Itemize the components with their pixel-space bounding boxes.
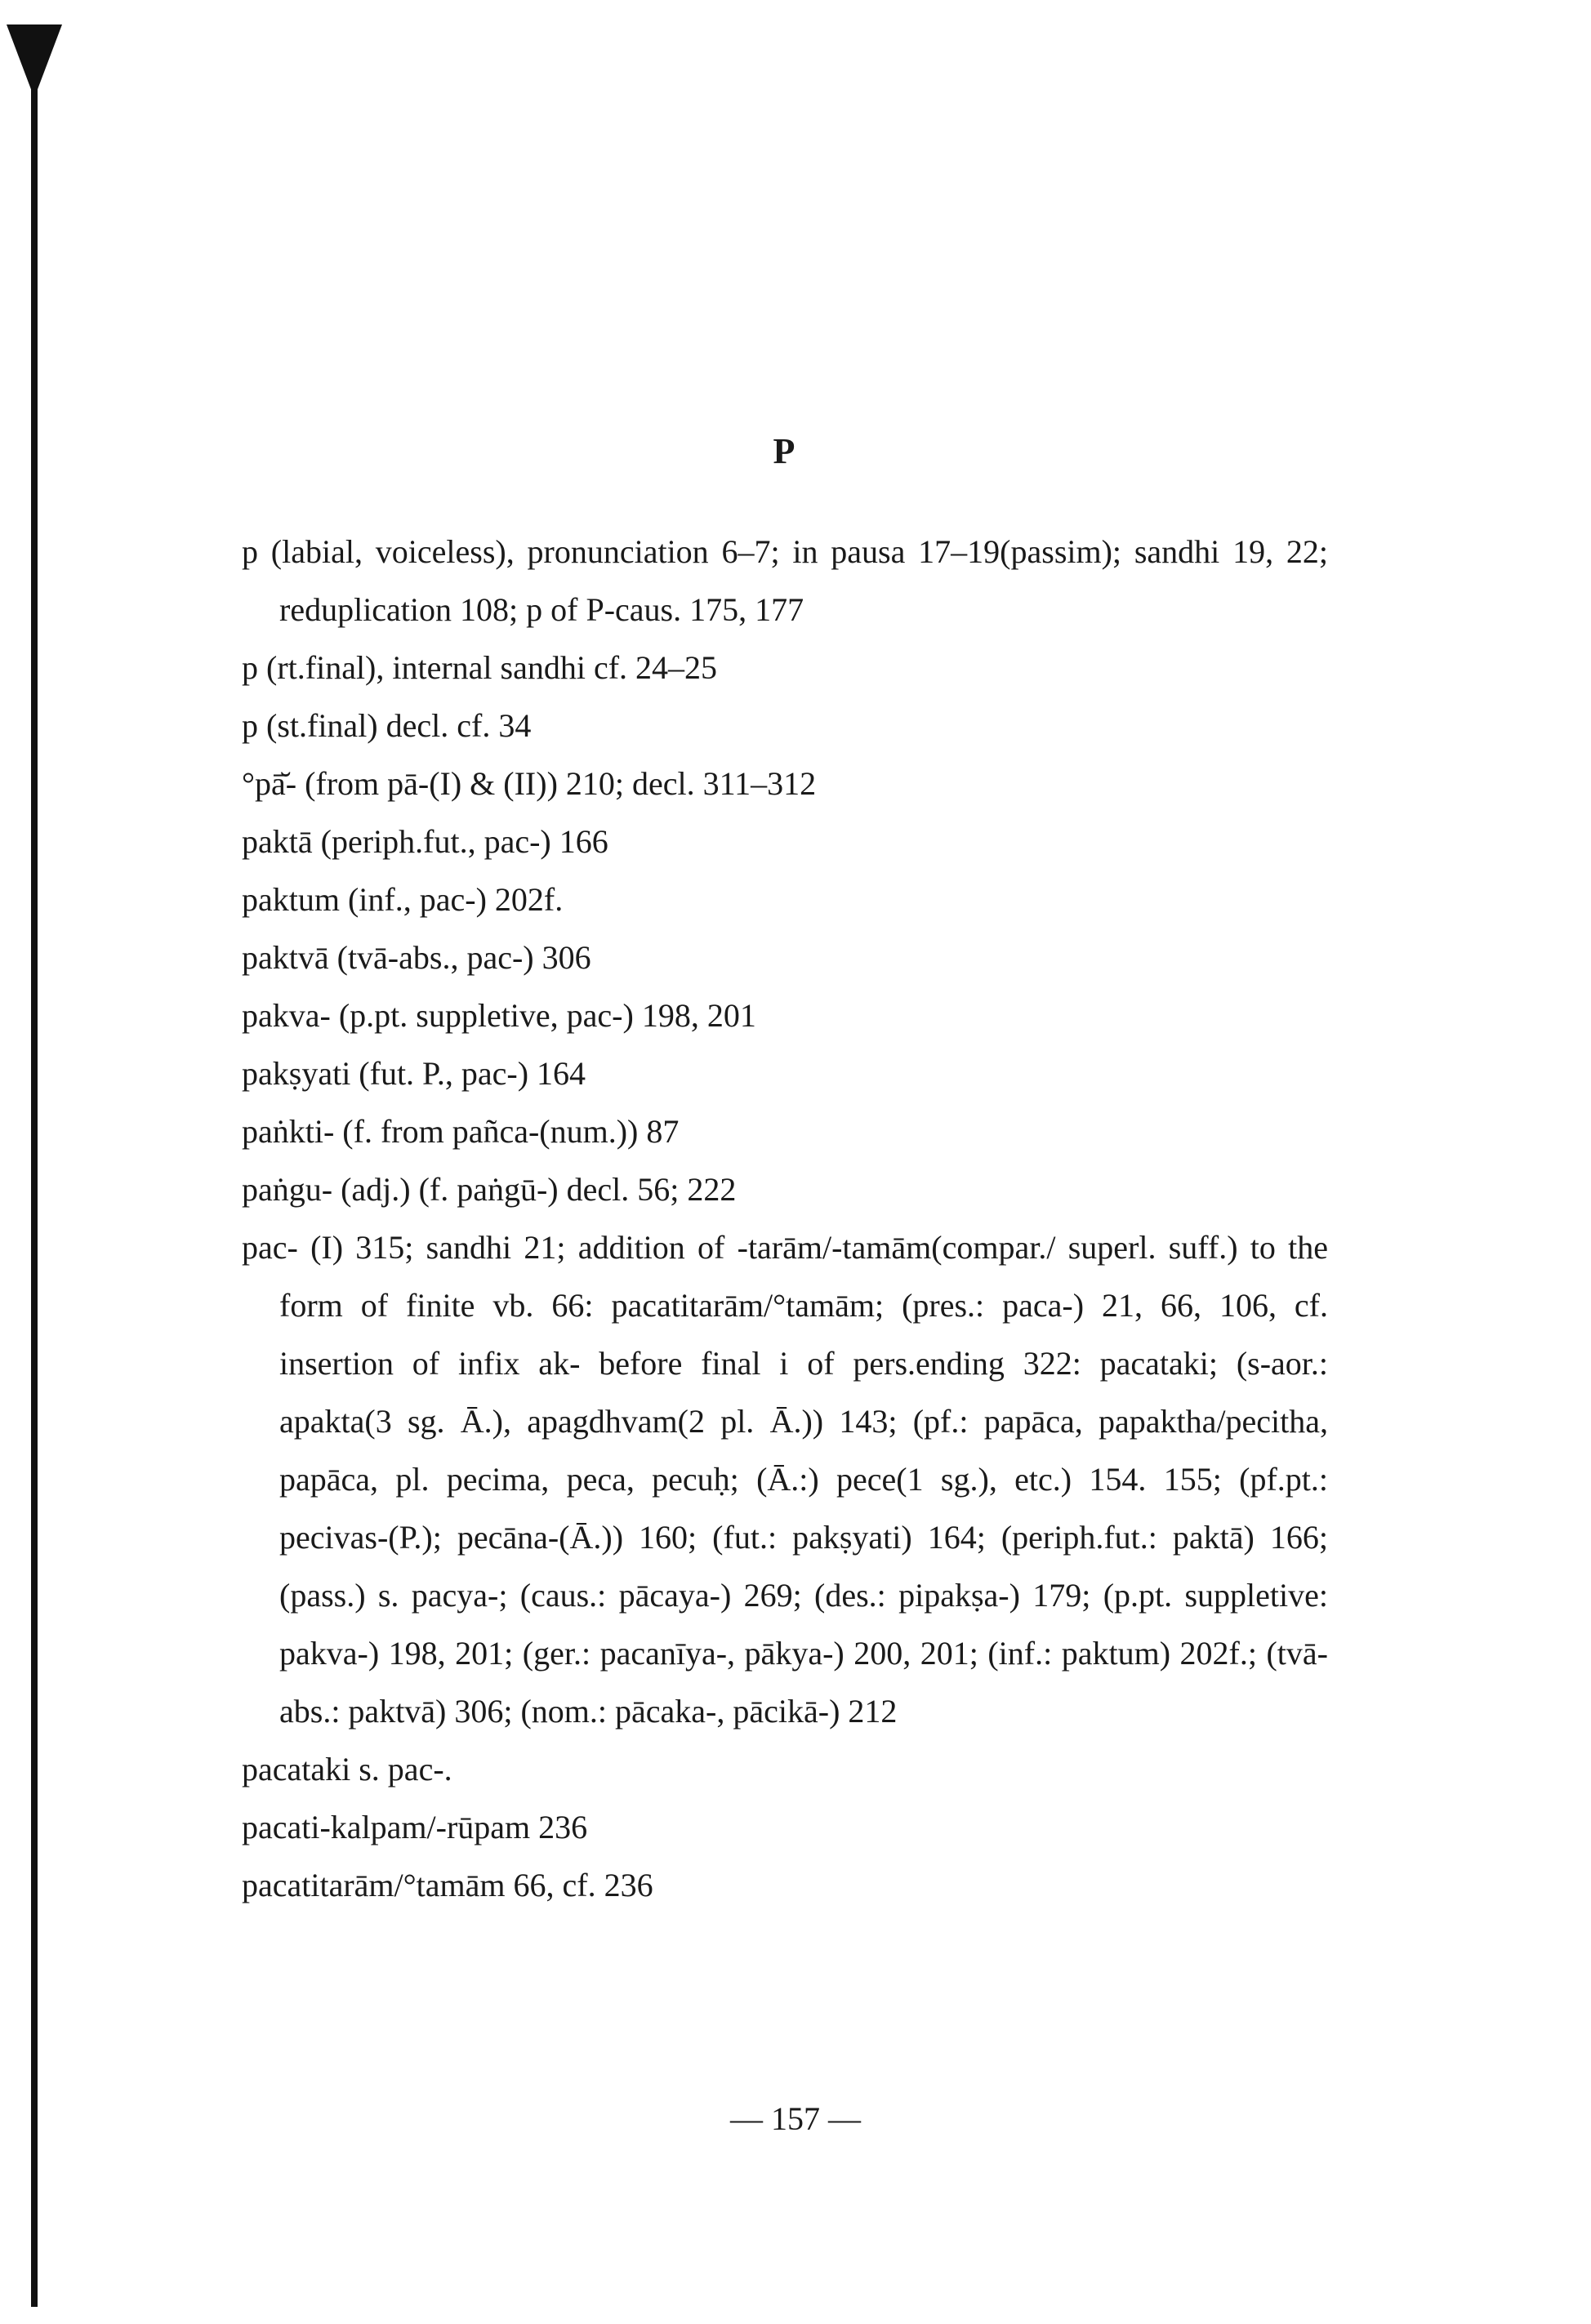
index-entry: pakṣyati (fut. P., pac-) 164: [242, 1055, 586, 1092]
index-entry: pakva- (p.pt. suppletive, pac-) 198, 201: [242, 997, 756, 1034]
index-entry: pacati-kalpam/-rūpam 236: [242, 1809, 588, 1845]
index-entries: [242, 523, 1328, 1914]
page-number: — 157 —: [730, 2100, 861, 2137]
index-entry: p (rt.final), internal sandhi cf. 24–25: [242, 649, 718, 686]
index-entry: pacatitarām/°tamām 66, cf. 236: [242, 1867, 653, 1903]
index-entry: paktā (periph.fut., pac-) 166: [242, 823, 608, 860]
index-entry: paṅkti- (f. from pañca-(num.)) 87: [242, 1113, 680, 1150]
index-entry: p (labial, voiceless), pronunciation 6–7; in pausa 17–19(passim); sandhi 19, 22; reduplication 108; p of P-caus. 175, 177: [242, 533, 1328, 628]
index-entry: p (st.final) decl. cf. 34: [242, 707, 532, 744]
index-entry: pacataki s. pac-.: [242, 1751, 452, 1788]
binding-rule: [31, 33, 38, 2307]
section-heading-letter: P: [773, 431, 796, 471]
index-entry: paktvā (tvā-abs., pac-) 306: [242, 939, 591, 976]
index-entry: paṅgu- (adj.) (f. paṅgū-) decl. 56; 222: [242, 1171, 737, 1208]
index-entry: pac- (I) 315; sandhi 21; addition of -tarām/-tamām(compar./ superl. suff.) to the form of finite vb. 66: pacatitarām/°tamām; (pres.: paca-) 21, 66, 106, cf. insertion of infix ak- before final i of pers.ending 322: pacataki; (s-aor.: apakta(3 sg. Ā.), apagdhvam(2 pl. Ā.)) 143; (pf.: papāca, papaktha/pecitha, papāca, pl. pecima, peca, pecuḥ; (Ā.:) pece(1 sg.), etc.) 154. 155; (pf.pt.: pecivas-(P.); pecāna-(Ā.)) 160; (fut.: pakṣyati) 164; (periph.fut.: paktā) 166; (pass.) s. pacya-; (caus.: pācaya-) 269; (des.: pipakṣa-) 179; (p.pt. suppletive: pakva-) 198, 201; (ger.: pacanīya-, pākya-) 200, 201; (inf.: paktum) 202f.; (tvā-abs.: paktvā) 306; (nom.: pācaka-, pācikā-) 212: [242, 1229, 1328, 1730]
index-entry: paktum (inf., pac-) 202f.: [242, 881, 564, 918]
index-entry: °pā̆- (from pā-(I) & (II)) 210; decl. 311–312: [242, 765, 817, 802]
